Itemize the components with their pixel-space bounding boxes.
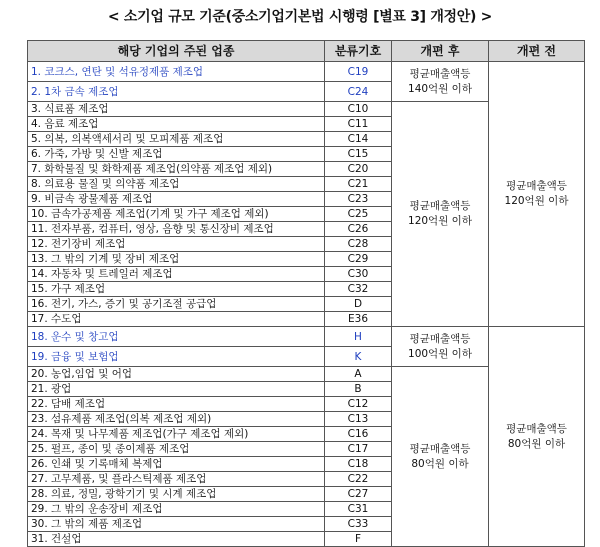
code-cell: C13 (325, 412, 392, 427)
after-group-line1: 평균매출액등 (409, 200, 471, 212)
code-cell: C30 (325, 267, 392, 282)
page-title: < 소기업 규모 기준(중소기업기본법 시행령 [별표 3] 개정안) > (107, 9, 493, 25)
code-cell: E36 (325, 312, 392, 327)
industry-cell: 16. 전기, 가스, 증기 및 공기조절 공급업 (28, 297, 325, 312)
header-before: 개편 전 (489, 41, 585, 62)
before-group-line2: 80억원 이하 (507, 437, 566, 450)
header-after: 개편 후 (392, 41, 489, 62)
industry-cell: 19. 금융 및 보험업 (28, 347, 325, 367)
code-cell: C16 (325, 427, 392, 442)
industry-cell: 5. 의복, 의복액세서리 및 모피제품 제조업 (28, 132, 325, 147)
code-cell: C23 (325, 192, 392, 207)
small-business-criteria-table (27, 40, 585, 547)
industry-cell: 10. 금속가공제품 제조업(기계 및 가구 제조업 제외) (28, 207, 325, 222)
after-group-line1: 평균매출액등 (409, 332, 471, 345)
industry-cell: 13. 그 밖의 기계 및 장비 제조업 (28, 252, 325, 267)
after-group-cell (392, 102, 489, 327)
code-cell: C20 (325, 162, 392, 177)
industry-cell: 3. 식료품 제조업 (28, 102, 325, 117)
industry-cell: 26. 인쇄 및 기록매체 복제업 (28, 457, 325, 472)
industry-cell: 24. 목재 및 나무제품 제조업(가구 제조업 제외) (28, 427, 325, 442)
code-cell: C15 (325, 147, 392, 162)
industry-cell: 21. 광업 (28, 382, 325, 397)
industry-cell: 12. 전기장비 제조업 (28, 237, 325, 252)
code-cell: C27 (325, 487, 392, 502)
industry-cell: 23. 섬유제품 제조업(의복 제조업 제외) (28, 412, 325, 427)
code-cell: C24 (325, 82, 392, 102)
after-group-line2: 100억원 이하 (408, 347, 472, 360)
code-cell: C14 (325, 132, 392, 147)
industry-cell: 25. 펄프, 종이 및 종이제품 제조업 (28, 442, 325, 457)
industry-cell: 11. 전자부품, 컴퓨터, 영상, 음향 및 통신장비 제조업 (28, 222, 325, 237)
industry-cell: 1. 코크스, 연탄 및 석유정제품 제조업 (28, 62, 325, 82)
code-cell: C19 (325, 62, 392, 82)
industry-cell: 8. 의료용 물질 및 의약품 제조업 (28, 177, 325, 192)
code-cell: C22 (325, 472, 392, 487)
industry-cell: 28. 의료, 정밀, 광학기기 및 시계 제조업 (28, 487, 325, 502)
header-code: 분류기호 (325, 41, 392, 62)
industry-cell: 6. 가죽, 가방 및 신발 제조업 (28, 147, 325, 162)
code-cell: C33 (325, 517, 392, 532)
after-group-line1: 평균매출액등 (409, 442, 471, 455)
industry-cell: 30. 그 밖의 제품 제조업 (28, 517, 325, 532)
after-group-cell (392, 62, 489, 102)
industry-cell: 15. 가구 제조업 (28, 282, 325, 297)
before-group-line2: 120억원 이하 (504, 195, 569, 207)
code-cell: C29 (325, 252, 392, 267)
after-group-cell (392, 327, 489, 367)
before-group-cell (489, 327, 585, 547)
code-cell: C26 (325, 222, 392, 237)
after-group-cell (392, 367, 489, 547)
industry-cell: 20. 농업,임업 및 어업 (28, 367, 325, 382)
before-group-line1: 평균매출액등 (506, 180, 567, 192)
code-cell: D (325, 297, 392, 312)
industry-cell: 29. 그 밖의 운송장비 제조업 (28, 502, 325, 517)
code-cell: C21 (325, 177, 392, 192)
after-group-line1: 평균매출액등 (409, 67, 471, 80)
code-cell: C17 (325, 442, 392, 457)
code-cell: C11 (325, 117, 392, 132)
code-cell: H (325, 327, 392, 347)
code-cell: C18 (325, 457, 392, 472)
industry-cell: 4. 음료 제조업 (28, 117, 325, 132)
code-cell: F (325, 532, 392, 547)
industry-cell: 9. 비금속 광물제품 제조업 (28, 192, 325, 207)
code-cell: C12 (325, 397, 392, 412)
code-cell: B (325, 382, 392, 397)
code-cell: C28 (325, 237, 392, 252)
industry-cell: 22. 담배 제조업 (28, 397, 325, 412)
table-header-row (28, 41, 585, 62)
code-cell: C32 (325, 282, 392, 297)
after-group-line2: 80억원 이하 (411, 457, 469, 470)
header-industry: 해당 기업의 주된 업종 (28, 41, 325, 62)
industry-cell: 17. 수도업 (28, 312, 325, 327)
industry-cell: 14. 자동차 및 트레일러 제조업 (28, 267, 325, 282)
after-group-line2: 140억원 이하 (408, 82, 472, 95)
code-cell: C10 (325, 102, 392, 117)
industry-cell: 18. 운수 및 창고업 (28, 327, 325, 347)
code-cell: K (325, 347, 392, 367)
industry-cell: 2. 1차 금속 제조업 (28, 82, 325, 102)
code-cell: A (325, 367, 392, 382)
industry-cell: 7. 화학물질 및 화학제품 제조업(의약품 제조업 제외) (28, 162, 325, 177)
industry-cell: 27. 고무제품, 및 플라스틱제품 제조업 (28, 472, 325, 487)
code-cell: C25 (325, 207, 392, 222)
table-row (28, 327, 585, 347)
industry-cell: 31. 건설업 (28, 532, 325, 547)
code-cell: C31 (325, 502, 392, 517)
after-group-line2: 120억원 이하 (408, 215, 472, 227)
before-group-cell (489, 62, 585, 327)
table-row (28, 62, 585, 82)
before-group-line1: 평균매출액등 (506, 422, 567, 435)
